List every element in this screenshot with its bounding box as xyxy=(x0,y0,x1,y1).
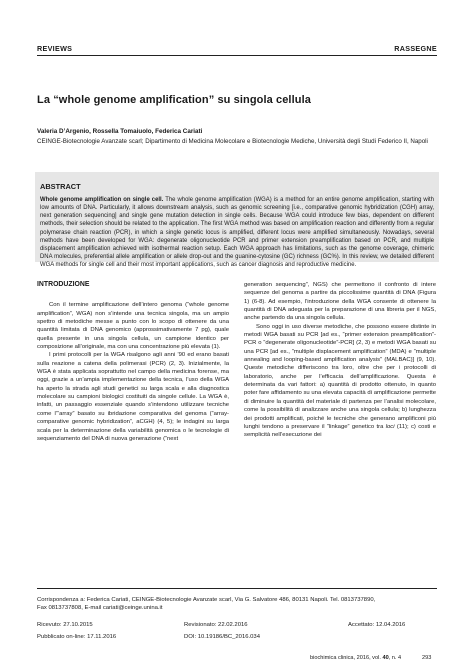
section-label-rassegne: RASSEGNE xyxy=(394,44,437,53)
intro-paragraph: generation sequencing”, NGS) che permettono il confronto di intere sequenze del genoma a partire da piccolissime quantità di DNA (Figura 1) (6-8). Ad esempio, l’introduzione della WGA consente di ottenere la quantità di DNA adeguata per la preparazione di una libreria per il NGS, anche partendo da una singola cellula. xyxy=(244,282,436,322)
journal-issue: , n. 4 xyxy=(388,655,402,661)
journal-volume: 40 xyxy=(382,655,389,661)
abstract-body: The whole genome amplification (WGA) is a method for an entire genome amplification, starting with low amounts of DNA. Particularly, it allows downstream analysis, such as genomic screening [i.e., comparative genomic hybridization (CGH) array, next generation sequencing] and single gene mutation detection in single cells. Because WGA could introduce few bias, dependent on different methods, their selection should be related to the application. The first WGA method was based on amplification reaction and differently from a regular polymerase chain reaction (PCR), in which a single genetic locus is amplified, different locus were amplified simultaneously. Nowadays, several methods have been developed for WGA: degenerate oligonucleotide PCR and primer extension preamplification based on PCR, and multiple displacement amplification achieved with isothermal reaction setup. Each WGA approach has limitations, such as the genome coverage, chimeric DNA molecules, preferential allele amplification or allele drop-out and the guanine-cytosine (GC) richness (GC%). In this review, we detailed different WGA methods for single cell and their most important applications, such as cancer diagnosis and reproductive medicine. xyxy=(40,197,434,269)
italic-term: loci xyxy=(385,423,395,430)
doi: DOI: 10.19186/BC_2016.034 xyxy=(184,634,260,640)
correspondence-line: Fax 0813737808, E-mail cariati@ceinge.unina.it xyxy=(37,605,163,612)
journal-name: biochimica clinica, 2016, vol. xyxy=(310,655,383,661)
revised-date: Revisionato: 22.02.2016 xyxy=(184,622,248,628)
correspondence-line: Corrispondenza a: Federica Cariati, CEINGE-Biotecnologie Avanzate scarl, Via G. Salvatore 486, 80131 Napoli. Tel. 0813737890, xyxy=(37,597,376,603)
introduction-right-column xyxy=(244,281,436,440)
affiliation: CEINGE-Biotecnologie Avanzate scarl; Dipartimento di Medicina Molecolare e Biotecnologie Mediche, Università degli Studi Federico II, Napoli xyxy=(37,138,428,145)
correspondence xyxy=(37,596,432,613)
abstract-text xyxy=(40,196,434,269)
introduction-left-column xyxy=(37,281,229,443)
abstract-heading: ABSTRACT xyxy=(40,182,81,191)
intro-paragraph: Con il termine amplificazione dell’intero genoma (“whole genome amplification”, WGA) non s’intende una tecnica singola, ma un ampio spettro di metodiche messe a punto con lo scopo di ottenere da una quantità limitata di DNA genomico (approssimativamente 7 pg), quale quella presente in una singola cellula, un campione identico per composizione all’originale, ma con una concentrazione più elevata (1). xyxy=(37,302,229,351)
section-label-reviews: REVIEWS xyxy=(37,44,73,53)
article-title: La “whole genome amplification” su singola cellula xyxy=(37,94,311,106)
abstract-lead: Whole genome amplification on single cell. xyxy=(40,197,164,203)
intro-paragraph: Sono oggi in uso diverse metodiche, che possono essere distinte in metodi WGA basati su PCR [ad es., “primer extension preamplification”-PCR o “degenerate oligonucleotide”-PCR] (2, 3) e metodi WGA basati su una PCR [ad es., “multiple displacement amplification” (MDA) e “multiple annealing and looping-based amplification analysis” (MALBAC)] (9, 10). Queste metodiche differiscono tra loro, oltre che per i protocolli di laboratorio, anche per l’efficacia dell’amplificazione. Questa è determinata da vari fattori: a) quantità di prodotto ottenuto, in quanto poter fare affidamento su una elevata capacità di amplificazione permette di diminuire la quantità del materiale di partenza per l’analisi molecolare, come la possibilità di analizzare anche una singola cellula; b) lunghezza dei prodotti amplificati, poiché le tecniche che generano amplificoni più lunghi tendono a preservare il “linkage” genetico tra loci (11); c) costi e semplicità nell’esecuzione dei xyxy=(244,323,436,439)
page-number: 293 xyxy=(422,655,432,661)
received-date: Ricevuto: 27.10.2015 xyxy=(37,622,93,628)
intro-paragraph: I primi protocolli per la WGA risalgono agli anni ’90 ed erano basati sulla reazione a catena della polimerasi (PCR) (2, 3). Inizialmente, la WGA è stata applicata soprattutto nel campo della medicina forense, ma oggi, grazie a un’ampia implementazione della tecnica, l’uso della WGA ha aperto la strada agli studi genetici su larga scala e alla diagnostica molecolare su campioni biologici costituiti da singole cellule. La WGA è, infatti, un passaggio essenziale quando s’intendono utilizzare tecniche come l’“array” basato su ibridazione comparativa del genoma (“array-comparative genomic hybridization”, aCGH) (4, 5); le indagini su larga scala per la determinazione della variabilità genomica o le tecnologie di sequenziamento del DNA di nuova generazione (“next xyxy=(37,352,229,442)
accepted-date: Accettato: 12.04.2016 xyxy=(348,622,406,628)
header-rule xyxy=(37,55,437,56)
journal-citation xyxy=(310,655,401,661)
footer-rule xyxy=(37,588,437,589)
introduction-heading: INTRODUZIONE xyxy=(37,281,90,288)
author-list: Valeria D’Argenio, Rossella Tomaiuolo, Federica Cariati xyxy=(37,128,203,135)
published-date: Pubblicato on-line: 17.11.2016 xyxy=(37,634,117,640)
